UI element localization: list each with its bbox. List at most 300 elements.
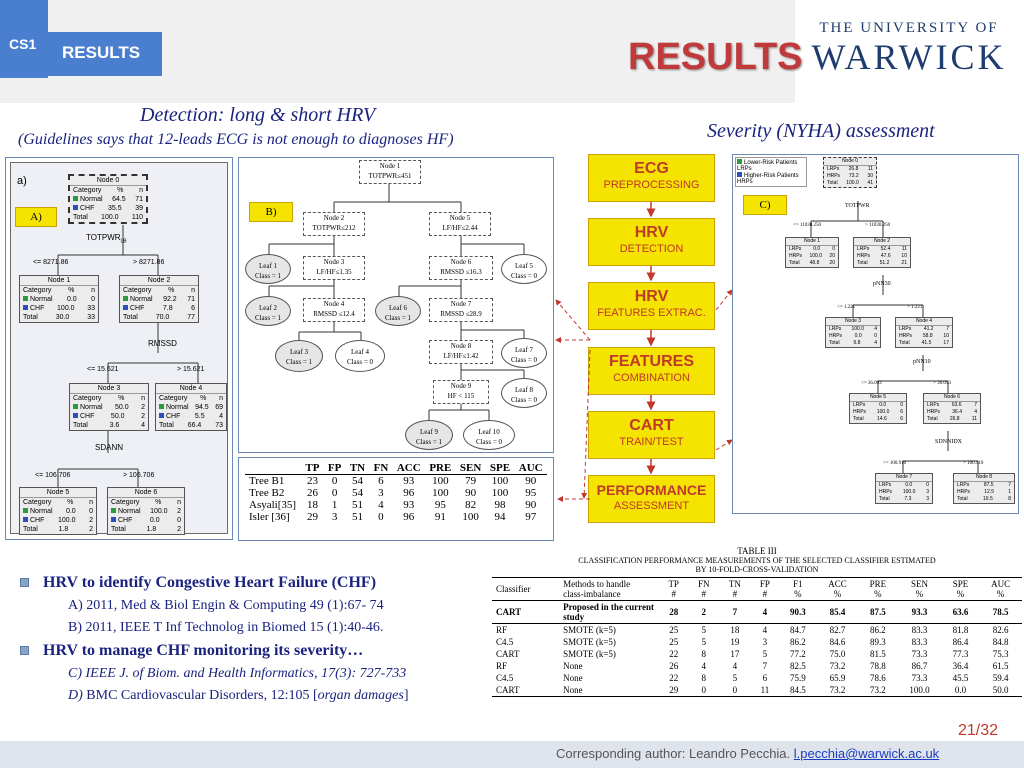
split-label: RMSSD [148,339,177,348]
cell: 81.5 [869,649,886,659]
panel-b-tag: B) [249,202,293,222]
table-iii [492,577,1022,697]
ref-italic: organ damages [317,688,404,703]
col-category: Category [111,499,140,506]
cell: 29 [669,685,679,695]
header-line: ACC [828,579,847,589]
cell: 82.6 [992,625,1009,635]
cell: 75.0 [829,649,846,659]
node-row [896,333,952,340]
b-leaf-3 [275,340,323,372]
c-node-4 [895,317,953,348]
node-header-row [156,394,226,403]
leaf-title: Leaf 1 [258,262,278,270]
cell: Total [73,422,88,429]
cell: 17 [943,340,949,346]
node-rule: LF/HF≤1.42 [443,352,479,360]
node-title: Node 7 [876,474,932,482]
cell: 73.2 [829,685,846,695]
node-row [824,180,876,187]
table-caption: BY 10-FOLD-CROSS-VALIDATION [695,565,819,574]
table-caption: CLASSIFICATION PERFORMANCE MEASUREMENTS OF THE SELECTED CLASSIFIER ESTIMATED [578,556,936,565]
cell: 0 [732,685,738,695]
panel-a [5,157,233,540]
header-line: # [671,589,676,599]
cell: 2 [141,404,145,411]
cell: 85.4 [829,607,846,617]
cell: Total [789,260,800,266]
ref-main: BMC Cardiovascular Disorders, 12:105 [ [86,688,318,703]
col-n: n [89,499,93,506]
cell: 73.2 [869,685,886,695]
logo-line1: THE UNIVERSITY OF [819,20,999,36]
node-row [70,213,146,222]
cell: RF [496,661,508,671]
cell: 30 [867,173,873,179]
col-header [779,578,816,601]
header-line: F1 [793,579,803,589]
cell: 6 [762,673,768,683]
cell: 58.8 [922,333,933,339]
leaf-class: Class = 1 [254,272,282,280]
c-node-7 [875,473,933,504]
b-leaf-1 [245,254,291,284]
cell: HRPs [857,253,871,259]
cell: 71 [135,196,143,203]
cell: HRPs [927,409,941,415]
cell: 5 [701,625,706,635]
cell: 63.6 [952,607,969,617]
cell: 0.0 [879,402,887,408]
cell: 91 [434,511,446,523]
col-header [659,578,688,601]
node-row [70,195,146,204]
reference-text: A) 2011, Med & Biol Engin & Computing 49 (1):67- 74 [68,598,384,613]
cell: 0.0 [813,246,821,252]
cell: 77 [187,314,195,321]
node-row [826,333,880,340]
node-row [20,313,98,322]
cell: 59.4 [992,673,1009,683]
cell: 4 [378,499,384,511]
split-label: SDNNIDX [935,439,962,445]
b-leaf-9 [405,420,453,450]
cell: 90.3 [789,607,806,617]
node-header-row [120,286,198,295]
cell: 2 [177,526,181,533]
cell: 2 [701,607,706,617]
node-row [954,496,1014,503]
header-line: % [794,589,802,599]
col-header [559,578,659,601]
node-row [850,409,906,416]
cell: 6 [378,475,384,487]
cell: 5 [762,649,768,659]
cell: CART [496,685,520,695]
cell: 50.0 [110,413,125,420]
node-header-row [20,286,98,295]
bullet-item [20,574,490,592]
cell: CHF [166,413,181,420]
cell: 54 [351,475,363,487]
legend-item [737,172,805,185]
cell: CART [496,649,520,659]
cell: 3 [762,637,768,647]
cell: Total [73,214,88,221]
cell: 81.8 [952,625,969,635]
cell: 4 [141,422,145,429]
section-label: RESULTS [48,32,162,76]
node-row [954,482,1014,489]
split-label: TOTPWR [845,203,870,209]
cell: 97 [525,511,537,523]
col-header: TN [349,462,366,474]
cell: 0 [701,685,706,695]
node-row [876,482,932,489]
cell: Total [857,260,868,266]
cell: 0.0 [66,296,77,303]
b-node-9 [433,380,489,404]
col-percent: % [155,499,162,506]
cell: 0 [91,296,95,303]
node-title: Node 4 [896,318,952,326]
branch-label: <= 106.706 [35,472,71,479]
cell: 86.4 [952,637,969,647]
node-title: Node 5 [449,214,471,222]
cell: LRPs [899,326,912,332]
cell: 84.7 [789,625,806,635]
cell: 18 [306,499,318,511]
leaf-class: Class = 0 [346,358,374,366]
cell: Total [827,180,838,186]
node-title: Node 2 [854,238,910,246]
node-row [824,173,876,180]
node-row [108,507,184,516]
node-rule: LF/HF≤1.35 [316,268,352,276]
header-line: % [915,589,924,599]
node-row [120,313,198,322]
cell: 22 [669,649,679,659]
node-row [854,260,910,267]
branch-label: > 11030.250 [865,223,891,228]
leaf-title: Leaf 7 [514,346,534,354]
col-percent: % [67,499,74,506]
col-percent: % [200,395,207,402]
cell: LRPs [829,326,842,332]
node-5 [19,487,97,535]
header-line: TP [668,579,679,589]
cell: 4 [762,607,768,617]
cell: 0 [926,482,929,488]
col-header: FP [327,462,342,474]
cell: Normal [30,296,53,303]
cell: 18 [730,625,740,635]
severity-title: Severity (NYHA) assessment [707,120,935,142]
cell: 79 [465,475,477,487]
cell: 0.0 [854,333,862,339]
node-row [954,489,1014,496]
cell: 11 [760,685,770,695]
col-n: n [141,395,145,402]
legend-c [735,157,807,187]
panel-c-tag: C) [743,195,787,215]
cell: CHF [80,413,95,420]
author-email-link[interactable]: l.pecchia@warwick.ac.uk [793,746,940,761]
branch-label: <= 8271.86 [33,259,69,266]
leaf-title: Leaf 9 [419,428,439,436]
reference-text: B) 2011, IEEE T Inf Technolog in Biomed 15 (1):40-46. [68,620,384,635]
cell: 0.0 [65,508,76,515]
col-n: n [139,187,143,194]
cell: 0.0 [905,482,913,488]
cell: 0 [874,333,877,339]
col-percent: % [117,187,124,194]
node-row [876,489,932,496]
cell: 5 [732,673,738,683]
cell: Total [853,416,864,422]
b-node-5 [429,212,491,236]
cell: 17 [730,649,740,659]
col-header: SPE [489,462,511,474]
branch-label: <= 36.093 [861,381,882,386]
table-row [245,475,547,488]
node-title: Node 6 [924,394,980,402]
node-4 [155,383,227,431]
cell: 7 [762,661,768,671]
node-row [850,402,906,409]
cell: 96 [403,511,415,523]
leaf-title: Leaf 2 [258,304,278,312]
cell: 100 [491,487,509,499]
cell: 33 [87,314,95,321]
reference-text [68,688,490,704]
b-leaf-2 [245,296,291,326]
leaf-class: Class = 1 [384,314,412,322]
cell: 95 [434,499,446,511]
cell: 51 [351,511,363,523]
col-header [817,578,859,601]
leaf-class: Class = 0 [510,356,538,364]
cell: 64.5 [112,196,126,203]
node-row [20,295,98,304]
cell: 86.7 [911,661,928,671]
cell: 3.6 [109,422,120,429]
header-line: % [996,589,1005,599]
cell: LRPs [879,482,892,488]
split-label: SDANN [95,443,124,452]
cell: 4 [219,413,223,420]
panel-c [732,154,1019,514]
c-node-0 [823,157,877,188]
cell: 20 [829,253,835,259]
col-header [751,578,779,601]
node-row [826,326,880,333]
cell: 4 [974,409,977,415]
col-header: ACC [396,462,421,474]
logo-line2: WARWICK [811,37,1007,77]
col-header [688,578,719,601]
node-3 [69,383,149,431]
table-row [492,636,1022,648]
leaf-title: Leaf 6 [388,304,408,312]
cell: 90 [465,487,477,499]
flow-step-title: PERFORMANCE [596,482,707,498]
cell: 3 [926,489,929,495]
flow-step-title: HRV [634,288,669,305]
cell: 50.0 [115,404,129,411]
cell: 2 [177,508,181,515]
cell: 75.9 [789,673,806,683]
cell: 8 [1008,496,1011,502]
cell: 93.3 [911,607,928,617]
node-rule: TOTPWR≤451 [368,172,412,180]
detection-subtitle: (Guidelines says that 12-leads ECG is not enough to diagnoses HF) [18,131,454,148]
cell: 0 [331,487,338,499]
node-row [70,403,148,412]
col-header: PRE [429,462,452,474]
table-row-highlight [492,601,1022,624]
col-category: Category [23,287,52,294]
flow-step-subtitle: COMBINATION [613,372,690,384]
cell: 89.3 [869,637,886,647]
cell: LRPs [789,246,802,252]
flow-step-subtitle: FEATURES EXTRAC. [597,307,706,319]
cell: 26.8 [848,166,859,172]
cell: 4 [762,625,768,635]
cell: 8 [701,673,706,683]
col-percent: % [168,287,175,294]
cell: None [563,661,583,671]
col-n: n [177,499,181,506]
cell: 83.3 [911,625,928,635]
node-title: Node 3 [70,384,148,394]
cell: Tree B1 [249,475,285,487]
cell: 73.3 [911,649,928,659]
node-title: Node 3 [323,258,345,266]
leaf-class: Class = 0 [475,438,503,446]
cell: None [563,673,583,683]
cell: 7 [974,402,977,408]
cell: Tree B2 [249,487,285,499]
cell: LRPs [927,402,940,408]
col-header [858,578,897,601]
cell: 41.2 [923,326,934,332]
b-node-7 [429,298,493,322]
cell: 84.6 [829,637,846,647]
leaf-class: Class = 0 [510,272,538,280]
cell: 54 [351,487,363,499]
node-rule: HF < 115 [447,392,475,400]
node-title: Node 7 [450,300,472,308]
header-line: FP [759,579,770,589]
cell: 26 [306,487,318,499]
cell: HRPs [789,253,803,259]
node-0 [68,174,148,224]
b-node-2 [303,212,365,236]
cell: 0 [89,508,93,515]
bullet-text: HRV to manage CHF monitoring its severity… [43,642,364,659]
page-title: RESULTS [628,36,803,78]
cell: 90 [525,499,537,511]
cell: 84.5 [789,685,806,695]
cell: 84.8 [992,637,1009,647]
legend-label: Higher-Risk Patients HRPs [737,173,799,185]
split-sub: LB [120,238,127,245]
bullet-text: HRV to identify Congestive Heart Failure (CHF) [43,574,377,591]
cell: Normal [80,196,103,203]
branch-label: > 106.706 [123,472,155,479]
cell: 77.3 [952,649,969,659]
cell: 100.0 [851,326,864,332]
node-title: Node 0 [824,158,876,166]
flow-step-title: FEATURES [608,353,695,370]
cell: 100.0 [809,253,822,259]
cell: CHF [30,517,45,524]
cell: 78.8 [869,661,886,671]
node-title: Node 6 [108,488,184,498]
node-title: Node 9 [450,382,472,390]
cell: LRPs [827,166,840,172]
branch-label: > 100.910 [963,461,984,466]
tree-comparison-table [238,457,554,541]
branch-label: <= 100.910 [883,461,907,466]
cell: 0.0 [954,685,967,695]
b-leaf-4 [335,340,385,372]
table-row [492,624,1022,637]
cell: 86.2 [869,625,886,635]
cell: 47.6 [880,253,891,259]
flow-arrows [554,150,734,530]
cell: 86.2 [789,637,806,647]
cell: 73 [215,422,223,429]
cell: 100 [462,511,479,523]
ref-end: ] [403,688,409,703]
cell: 41.5 [921,340,932,346]
cell: 87.5 [983,482,994,488]
b-leaf-7 [501,338,547,368]
cell: 92.2 [163,296,177,303]
detection-title: Detection: long & short HRV [140,104,376,126]
node-title: Node 1 [379,162,401,170]
cell: 11 [971,416,977,422]
col-n: n [219,395,223,402]
leaf-title: Leaf 10 [478,428,500,436]
header-line: SPE [952,579,969,589]
node-title: Node 4 [323,300,345,308]
cell: 35.5 [107,205,122,212]
cell: 51.2 [879,260,890,266]
col-category: Category [73,187,102,194]
cell: CART [496,607,522,617]
cell: LRPs [957,482,970,488]
cell: 93 [403,499,415,511]
node-row [786,253,838,260]
bullet-square-icon [20,646,29,655]
c-node-2 [853,237,911,268]
reference-text: C) IEEE J. of Biom. and Health Informatics, 17(3): 727-733 [68,666,407,681]
b-node-4 [303,298,365,322]
header-line: # [701,589,706,599]
cell: Total [879,496,890,502]
col-header [979,578,1022,601]
cell: 0 [900,402,903,408]
node-title: Node 5 [850,394,906,402]
cell: 100.0 [909,685,930,695]
cell: 93 [403,475,415,487]
panel-b [238,157,554,453]
table-row [492,672,1022,684]
cell: LRPs [853,402,866,408]
